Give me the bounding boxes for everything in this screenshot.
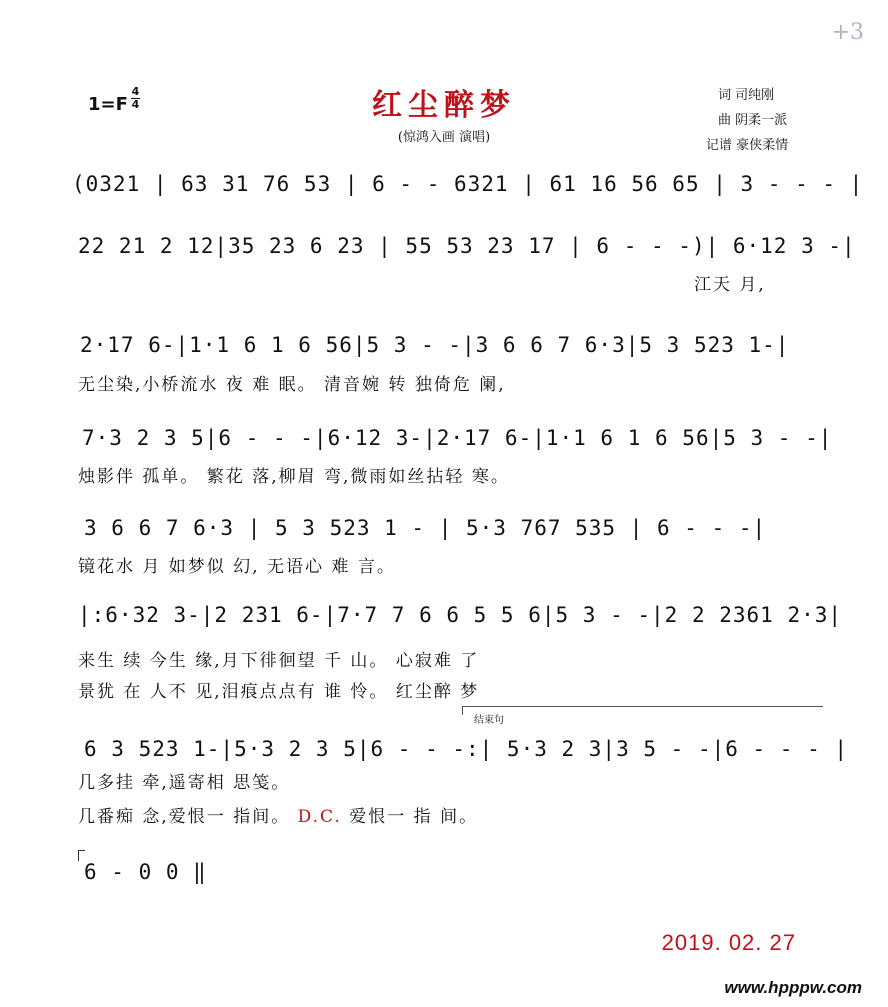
lyric-row-6-verse-1: 来生 续 今生 缘,月下徘徊望 千 山。 心寂难 了 (78, 651, 480, 671)
notation-row-8: 6 - 0 0 ‖ (84, 860, 207, 884)
dc-marking: D.C. (297, 807, 342, 827)
notation-row-6: |:6·32 3-|2 231 6-|7·7 7 6 6 5 5 6|5 3 - -|2 2 2361 2·3| (78, 603, 843, 627)
ending-label: 结束句 (474, 715, 504, 726)
lyric-row-7-verse-1: 几多挂 牵,遥寄相 思笺。 (78, 773, 291, 793)
transcriber-credit: 记谱 豪侠柔情 (706, 138, 789, 153)
ending-bracket (462, 706, 823, 715)
page-marker: +3 (831, 20, 864, 45)
lyricist-credit: 词 司纯刚 (718, 88, 775, 103)
composer-credit: 曲 阴柔一派 (718, 113, 788, 128)
lyric-row-2: 江天 月, (694, 275, 766, 295)
notation-row-5: 3 6 6 7 6·3 | 5 3 523 1 - | 5·3 767 535 | 6 - - -| (84, 516, 767, 540)
performer-credit: (惊鸿入画 演唱) (397, 130, 491, 145)
time-signature-bottom: 4 (131, 98, 140, 111)
dc-lyric: 爱恨一 指 间。 (349, 807, 479, 827)
notation-row-1: (0321 | 63 31 76 53 | 6 - - 6321 | 61 16 56 65 | 3 - - - | (72, 172, 864, 196)
time-signature-top: 4 (131, 85, 140, 98)
key-signature: 1=F (88, 94, 128, 115)
notation-row-4: 7·3 2 3 5|6 - - -|6·12 3-|2·17 6-|1·1 6 1 6 56|5 3 - -| (82, 426, 833, 450)
notation-row-2: 22 21 2 12|35 23 6 23 | 55 53 23 17 | 6 - - -)| 6·12 3 -| (78, 234, 856, 258)
song-title: 红尘醉梦 (372, 88, 516, 123)
lyric-row-5: 镜花水 月 如梦似 幻, 无语心 难 言。 (78, 557, 396, 577)
website-watermark: www.hpppw.com (724, 978, 862, 997)
lyric-row-7-verse-2 (78, 802, 478, 827)
notation-row-3: 2·17 6-|1·1 6 1 6 56|5 3 - -|3 6 6 7 6·3|5 3 523 1-| (80, 333, 790, 357)
date-stamp: 2019. 02. 27 (661, 930, 796, 955)
lyric-row-7-verse-2-text: 几番痴 念,爱恨一 指间。 (78, 807, 298, 827)
lyric-row-3: 无尘染,小桥流水 夜 难 眠。 清音婉 转 独倚危 阑, (78, 375, 506, 395)
notation-row-7: 6 3 523 1-|5·3 2 3 5|6 - - -:| 5·3 2 3|3 5 - -|6 - - - | (84, 737, 849, 761)
lyric-row-4: 烛影伴 孤单。 繁花 落,柳眉 弯,微雨如丝拈轻 寒。 (78, 467, 510, 487)
lyric-row-6-verse-2: 景犹 在 人不 见,泪痕点点有 谁 怜。 红尘醉 梦 (78, 682, 480, 702)
